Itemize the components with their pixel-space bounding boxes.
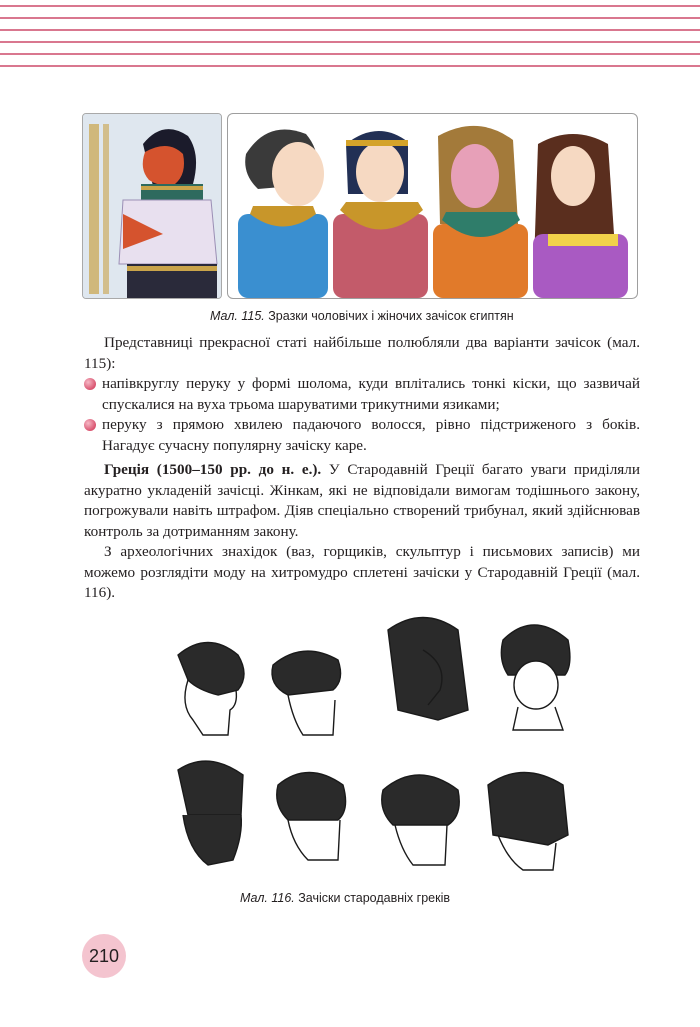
greece-block [84, 460, 640, 604]
list-item-text: перуку з прямою хвилею падаючого волосся, рівно підстриженого з боків. Нагадує сучасну популярну зачіску каре. [102, 416, 640, 454]
header-stripes [0, 0, 700, 78]
figure-115-caption-text: Зразки чоловічих і жіночих зачісок єгиптян [268, 309, 514, 323]
figure-115-number: Мал. 115. [210, 309, 265, 323]
greece-heading: Греція (1500–150 рр. до н. е.). [104, 461, 322, 478]
egyptian-fresco-image [82, 113, 222, 299]
intro-paragraph: Представниці прекрасної статі найбільше полюбляли два варіанти зачісок (мал. 115): [84, 334, 640, 372]
figure-116 [148, 605, 580, 875]
archaeology-paragraph: З археологічних знахідок (ваз, горщиків, скульптур і письмових записів) ми можемо розглядіти моду на хитромудро сплетені зачіски у Стародавній Греції (мал. 116). [84, 543, 640, 601]
hairstyle-list [84, 374, 640, 456]
figure-116-caption [240, 891, 450, 905]
page-number: 210 [82, 934, 126, 978]
bullet-dot-icon [84, 378, 96, 390]
list-item [84, 374, 640, 415]
egyptian-hairstyles-illustration [227, 113, 638, 299]
list-item [84, 415, 640, 456]
figure-116-caption-text: Зачіски стародавніх греків [298, 891, 450, 905]
figure-116-number: Мал. 116. [240, 891, 295, 905]
figure-115-caption [210, 309, 514, 323]
greece-text: У Стародавній Греції багато уваги приділяли акуратно укладеній зачісці. Жінкам, які не відповідали вимогам тодішнього закону, погрожували навіть штрафом. Діяв спеціально створений трибунал, який здійснював контроль за дотриманням закону. [84, 461, 640, 540]
list-item-text: напівкруглу перуку у формі шолома, куди вплітались тонкі кіски, що зазвичай спускалися на вуха трьома шаруватими трикутними язиками; [102, 375, 640, 413]
intro-block [84, 333, 640, 374]
figure-115 [82, 113, 638, 299]
greece-paragraph [84, 460, 640, 542]
bullet-dot-icon [84, 419, 96, 431]
greek-hairstyles-illustration [148, 605, 580, 875]
